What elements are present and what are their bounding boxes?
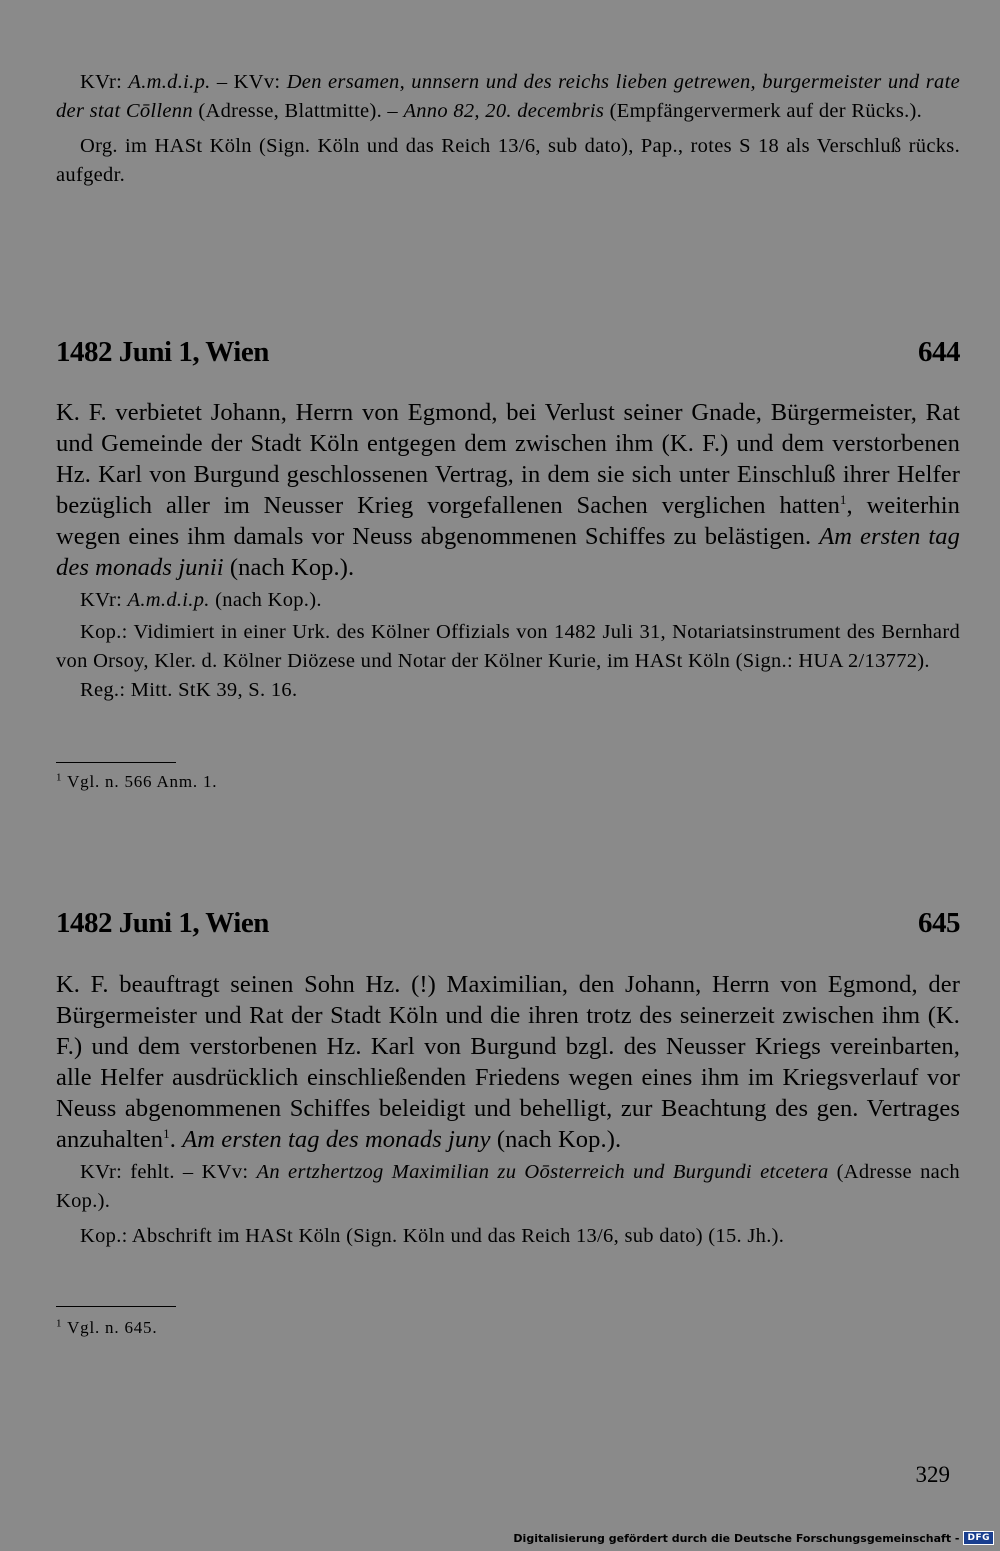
entry-645-regest: K. F. beauftragt seinen Sohn Hz. (!) Maximilian, den Johann, Herrn von Egmond, der Bürgermeister und Rat der Stadt Köln und die ihren trotz des seinerzeit zwischen ihm (K. F.) und dem verstorbenen Hz. Karl von Burgund bzgl. des Neusser Kriegs vereinbarten, alle Helfer ausdrücklich einschließenden Friedens wegen eines ihm im Kriegsverlauf vor Neuss abgenommenen Schiffes beleidigt und behelligt, zur Beachtung des gen. Vertrages anzuhalten$^1$. Am ersten tag des monads juny (nach Kop.). bbox=[56, 971, 960, 1153]
previous-entry-notes bbox=[56, 68, 960, 190]
entry-644-reg: Reg.: Mitt. StK 39, S. 16. bbox=[80, 679, 298, 701]
entry-644-footnote: $^1$ Vgl. n. 566 Anm. 1. bbox=[56, 771, 218, 791]
entry-644-kop: Kop.: Vidimiert in einer Urk. des Kölner Offizials von 1482 Juli 31, Notariatsinstrument des Bernhard von Orsoy, Kler. d. Kölner Diözese und Notar der Kölner Kurie, im HASt Köln (Sign.: HUA 2/13772). bbox=[56, 621, 960, 672]
entry-645-footnote: $^1$ Vgl. n. 645. bbox=[56, 1317, 158, 1337]
prev-org-paragraph: Org. im HASt Köln (Sign. Köln und das Reich 13/6, sub dato), Pap., rotes S 18 als Verschluß rücks. aufgedr. bbox=[56, 135, 960, 186]
entry-645-kop: Kop.: Abschrift im HASt Köln (Sign. Köln und das Reich 13/6, sub dato) (15. Jh.). bbox=[80, 1225, 785, 1247]
page-number: 329 bbox=[915, 1462, 950, 1487]
footnote-rule bbox=[56, 762, 176, 763]
entry-645-date: 1482 Juni 1, Wien bbox=[56, 907, 269, 939]
entry-644-kvr: KVr: A.m.d.i.p. (nach Kop.). bbox=[80, 589, 322, 611]
funding-text: Digitalisierung gefördert durch die Deutsche Forschungsgemeinschaft - bbox=[513, 1531, 960, 1545]
prev-kv-paragraph: KVr: A.m.d.i.p. – KVv: Den ersamen, unnsern und des reichs lieben getrewen, burgermeister und rate der stat Cōllenn (Adresse, Blattmitte). – Anno 82, 20. decembris (Empfängervermerk auf der Rücks.). bbox=[56, 71, 960, 122]
entry-644-regest: K. F. verbietet Johann, Herrn von Egmond, bei Verlust seiner Gnade, Bürgermeister, Rat und Gemeinde der Stadt Köln entgegen dem zwischen ihm (K. F.) und dem verstorbenen Hz. Karl von Burgund geschlossenen Vertrag, in dem sie sich unter Einschluß ihrer Helfer bezüglich aller im Neusser Krieg vorgefallenen Sachen verglichen hatten$^1$, weiterhin wegen eines ihm damals vor Neuss abgenommenen Schiffes zu belästigen. Am ersten tag des monads junii (nach Kop.). bbox=[56, 399, 961, 581]
entry-645-kv: KVr: fehlt. – KVv: An ertzhertzog Maximilian zu Oōsterreich und Burgundi etcetera (Adresse nach Kop.). bbox=[56, 1161, 960, 1212]
entry-645-body bbox=[56, 969, 960, 1251]
dfg-logo: DFG bbox=[963, 1531, 994, 1545]
entry-644-heading bbox=[56, 336, 960, 376]
entry-644-body bbox=[56, 397, 960, 705]
entry-644-date: 1482 Juni 1, Wien bbox=[56, 336, 269, 368]
footnote-ref: 1 bbox=[839, 491, 847, 507]
entry-644-number: 644 bbox=[918, 336, 960, 368]
footnote-ref: 1 bbox=[163, 1125, 170, 1141]
footnote-rule bbox=[56, 1306, 176, 1307]
funding-footer bbox=[513, 1531, 994, 1545]
entry-645-number: 645 bbox=[918, 907, 960, 939]
entry-645-heading bbox=[56, 907, 960, 947]
